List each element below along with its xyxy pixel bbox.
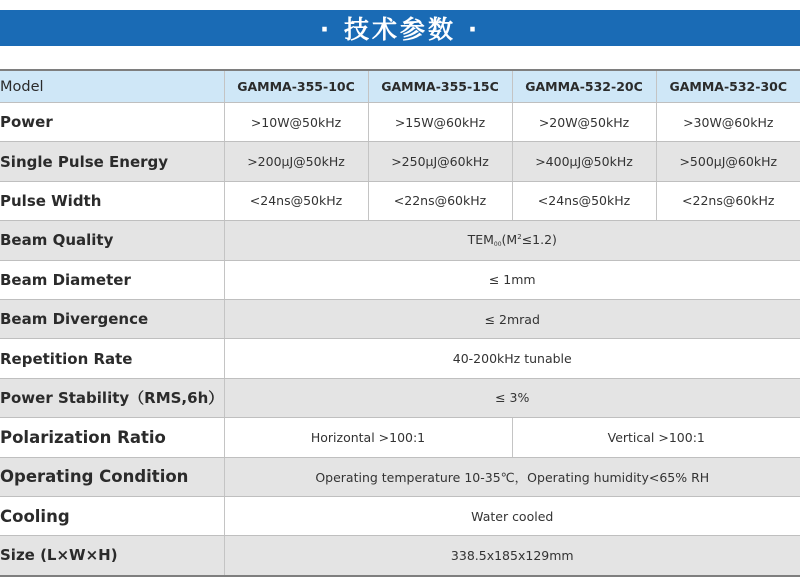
beam-quality-middle: (M bbox=[501, 232, 518, 248]
table-row-repetition-rate bbox=[0, 339, 800, 378]
row-label-beam-quality: Beam Quality bbox=[0, 221, 224, 260]
model-name: GAMMA-532-30C bbox=[656, 70, 800, 103]
power-value: >20W@50kHz bbox=[512, 103, 656, 142]
polarization-horizontal: Horizontal >100:1 bbox=[224, 418, 512, 457]
row-label-repetition-rate: Repetition Rate bbox=[0, 339, 224, 378]
beam-quality-subscript: 00 bbox=[493, 241, 502, 249]
table-row-beam-divergence bbox=[0, 299, 800, 338]
beam-diameter-value: ≤ 1mm bbox=[224, 260, 800, 299]
page-title: · 技术参数 · bbox=[319, 15, 481, 44]
table-header-row bbox=[0, 70, 800, 103]
row-label-power-stability: Power Stability（RMS,6h） bbox=[0, 378, 224, 417]
table-row-pulse-width bbox=[0, 181, 800, 220]
row-label-operating-condition: Operating Condition bbox=[0, 457, 224, 496]
repetition-rate-value: 40-200kHz tunable bbox=[224, 339, 800, 378]
spec-table bbox=[0, 69, 800, 577]
polarization-vertical: Vertical >100:1 bbox=[512, 418, 800, 457]
row-label-power: Power bbox=[0, 103, 224, 142]
power-value: >15W@60kHz bbox=[368, 103, 512, 142]
pulse-width-value: <22ns@60kHz bbox=[656, 181, 800, 220]
table-row-beam-quality bbox=[0, 221, 800, 260]
row-label-beam-diameter: Beam Diameter bbox=[0, 260, 224, 299]
beam-quality-superscript: 2 bbox=[517, 233, 522, 242]
size-value: 338.5x185x129mm bbox=[224, 536, 800, 576]
power-stability-value: ≤ 3% bbox=[224, 378, 800, 417]
table-row-size bbox=[0, 536, 800, 576]
row-label-beam-divergence: Beam Divergence bbox=[0, 299, 224, 338]
table-row-cooling bbox=[0, 496, 800, 535]
pulse-energy-value: >250μJ@60kHz bbox=[368, 142, 512, 181]
pulse-width-value: <24ns@50kHz bbox=[512, 181, 656, 220]
power-value: >10W@50kHz bbox=[224, 103, 368, 142]
row-label-size: Size (L×W×H) bbox=[0, 536, 224, 576]
model-name: GAMMA-355-15C bbox=[368, 70, 512, 103]
pulse-energy-value: >500μJ@60kHz bbox=[656, 142, 800, 181]
row-label-polarization: Polarization Ratio bbox=[0, 418, 224, 457]
model-name: GAMMA-355-10C bbox=[224, 70, 368, 103]
table-row-beam-diameter bbox=[0, 260, 800, 299]
pulse-width-value: <22ns@60kHz bbox=[368, 181, 512, 220]
cooling-value: Water cooled bbox=[224, 496, 800, 535]
title-banner bbox=[0, 10, 800, 46]
row-label-cooling: Cooling bbox=[0, 496, 224, 535]
operating-condition-value: Operating temperature 10-35℃，Operating humidity<65% RH bbox=[224, 457, 800, 496]
beam-quality-suffix: ≤1.2) bbox=[521, 232, 557, 248]
pulse-width-value: <24ns@50kHz bbox=[224, 181, 368, 220]
beam-quality-prefix: TEM bbox=[467, 232, 494, 248]
table-row-power bbox=[0, 103, 800, 142]
pulse-energy-value: >400μJ@50kHz bbox=[512, 142, 656, 181]
row-label-pulse-energy: Single Pulse Energy bbox=[0, 142, 224, 181]
table-row-polarization bbox=[0, 418, 800, 457]
model-name: GAMMA-532-20C bbox=[512, 70, 656, 103]
table-row-operating-condition bbox=[0, 457, 800, 496]
power-value: >30W@60kHz bbox=[656, 103, 800, 142]
row-label-model: Model bbox=[0, 70, 224, 103]
table-row-pulse-energy bbox=[0, 142, 800, 181]
pulse-energy-value: >200μJ@50kHz bbox=[224, 142, 368, 181]
beam-divergence-value: ≤ 2mrad bbox=[224, 299, 800, 338]
beam-quality-value bbox=[224, 221, 800, 260]
row-label-pulse-width: Pulse Width bbox=[0, 181, 224, 220]
table-row-power-stability bbox=[0, 378, 800, 417]
